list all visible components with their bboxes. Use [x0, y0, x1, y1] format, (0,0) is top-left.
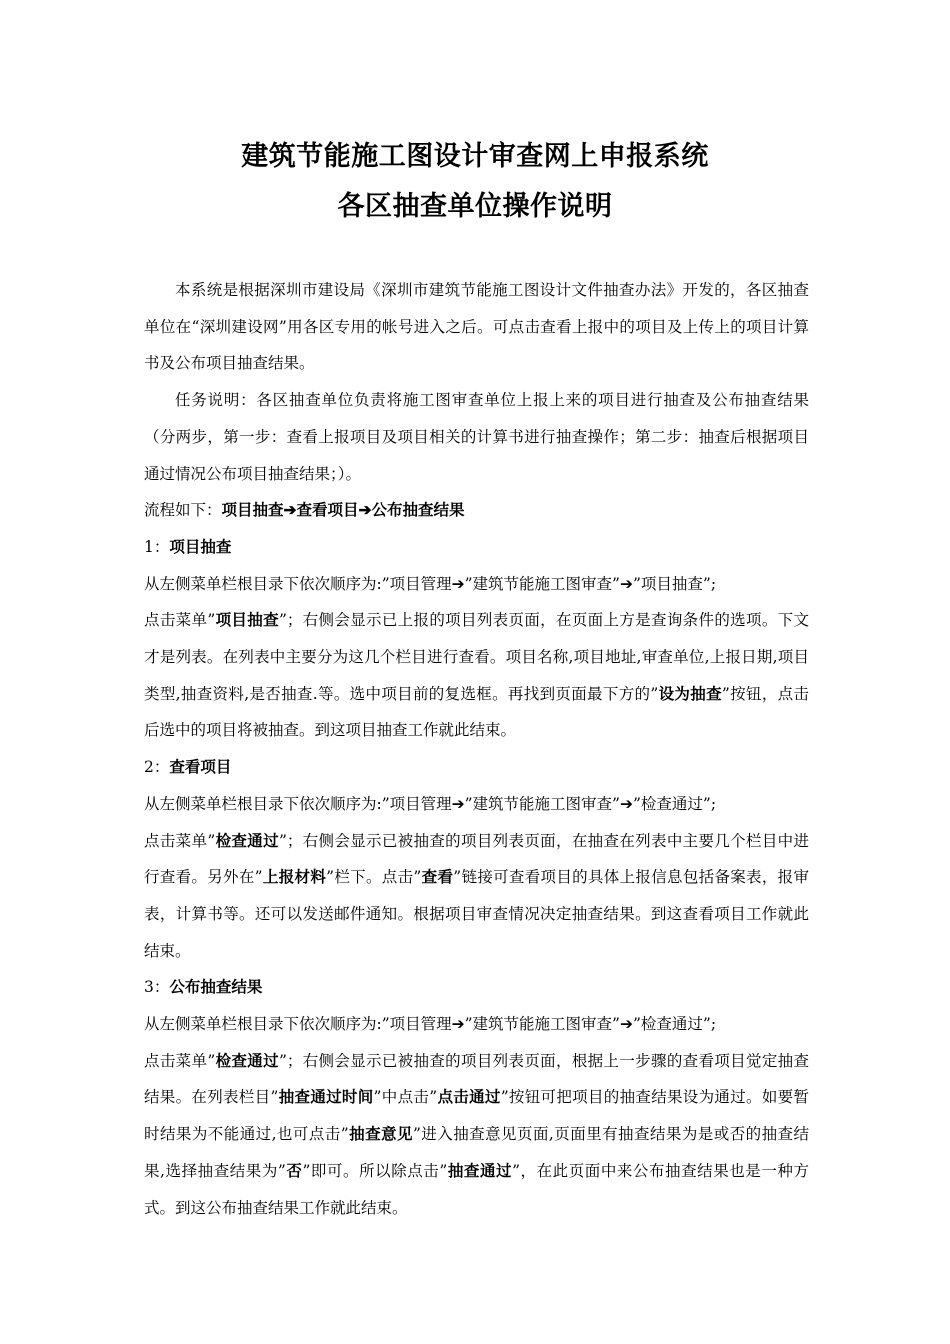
section1-text: 点击菜单”: [144, 611, 216, 630]
section3-title: 公布抽查结果: [169, 977, 263, 997]
section2-title: 查看项目: [169, 757, 232, 777]
intro-paragraph: 本系统是根据深圳市建设局《深圳市建筑节能施工图设计文件抽查办法》开发的，各区抽查单位在“深圳建设网”用各区专用的帐号进入之后。可点击查看上报中的项目及上传上的项目计算书及公布项目抽查结果。: [144, 281, 809, 373]
section2-text: ”栏下。点击”: [326, 868, 422, 887]
section3-text: ”，在此页面中来公布抽查结果也是一种方式。到这公布抽查结果工作就此结束。: [144, 1161, 809, 1217]
document-title-line1: 建筑节能施工图设计审查网上申报系统: [241, 141, 709, 172]
section3-paragraph: [144, 1043, 809, 1227]
section1-number: 1：: [144, 537, 170, 556]
section3-text: ”中点击”: [373, 1088, 438, 1107]
section2-bold-term: 查看: [421, 867, 454, 887]
section2-text: ”；右侧会显示已被抽查的项目列表页面，在抽查在列表中主要几个栏目中进行查看。另外在”: [144, 831, 809, 887]
section3-number: 3：: [144, 978, 170, 997]
document-body: [144, 272, 809, 1226]
section1-text: ”；右侧会显示已上报的项目列表页面，在页面上方是查询条件的选项。下文才是列表。在列表中主要分为这几个栏目进行查看。项目名称,项目地址,审查单位,上报日期,项目类型,抽查资料,是否抽查.等。选中项目前的复选框。再找到页面最下方的”: [144, 611, 809, 703]
section1-bold-term: 设为抽查: [658, 683, 722, 703]
section1-title: 项目抽查: [169, 536, 232, 556]
section1-paragraph: [144, 602, 809, 749]
task-paragraph: 任务说明：各区抽查单位负责将施工图审查单位上报上来的项目进行抽查及公布抽查结果（分两步，第一步：查看上报项目及项目相关的计算书进行抽查操作；第二步：抽查后根据项目通过情况公布项目抽查结果；）。: [144, 391, 809, 483]
section3-menu-path: 从左侧菜单栏根目录下依次顺序为:”项目管理➔”建筑节能施工图审查”➔”检查通过”;: [144, 1015, 717, 1034]
section2-text: ”链接可查看项目的具体上报信息包括备案表，报审表，计算书等。还可以发送邮件通知。根据项目审查情况决定抽查结果。到这查看项目工作就此结束。: [144, 868, 809, 960]
section3-bold-term: 抽查通过: [447, 1160, 513, 1180]
section3-text: ”即可。所以除点击”: [302, 1161, 448, 1180]
section1-heading: [144, 529, 809, 566]
document-title-line2: 各区抽查单位操作说明: [337, 191, 613, 222]
section3-heading: [144, 969, 809, 1006]
section3-bold-term: 点击通过: [437, 1087, 501, 1107]
section2-heading: [144, 749, 809, 786]
section3-bold-term: 抽查通过时间: [278, 1087, 374, 1107]
section3-bold-term: 否: [285, 1160, 303, 1180]
section2-number: 2：: [144, 758, 170, 777]
section3-text: ”；右侧会显示已被抽查的项目列表页面，根据上一步骤的查看项目觉定抽查结果。在列表栏目”: [144, 1051, 809, 1107]
section3-text: 点击菜单”: [144, 1051, 216, 1070]
section3-text: ”进入抽查意见页面,页面里有抽查结果为是或否的抽查结果,选择抽查结果为”: [144, 1125, 809, 1180]
section3-bold-term: 检查通过: [215, 1050, 279, 1070]
section2-text: 点击菜单”: [144, 831, 216, 850]
section1-bold-term: 项目抽查: [215, 610, 279, 630]
flow-line: [144, 492, 809, 529]
flow-steps: 项目抽查➔查看项目➔公布抽查结果: [221, 500, 465, 520]
section2-bold-term: 上报材料: [262, 867, 327, 887]
section3-text: ”按钮可把项目的抽查结果设为通过。如要暂时结果为不能通过,也可点击”: [144, 1088, 809, 1144]
section1-menu-path: 从左侧菜单栏根目录下依次顺序为:”项目管理➔”建筑节能施工图审查”➔”项目抽查”;: [144, 574, 717, 593]
section3-bold-term: 抽查意见: [348, 1124, 413, 1144]
section2-menu-path: 从左侧菜单栏根目录下依次顺序为:”项目管理➔”建筑节能施工图审查”➔”检查通过”;: [144, 794, 717, 813]
section2-paragraph: [144, 823, 809, 970]
section1-text: ”按钮，点击后选中的项目将被抽查。到这项目抽查工作就此结束。: [144, 684, 809, 740]
flow-prefix: 流程如下：: [144, 501, 222, 520]
section2-bold-term: 检查通过: [215, 830, 279, 850]
